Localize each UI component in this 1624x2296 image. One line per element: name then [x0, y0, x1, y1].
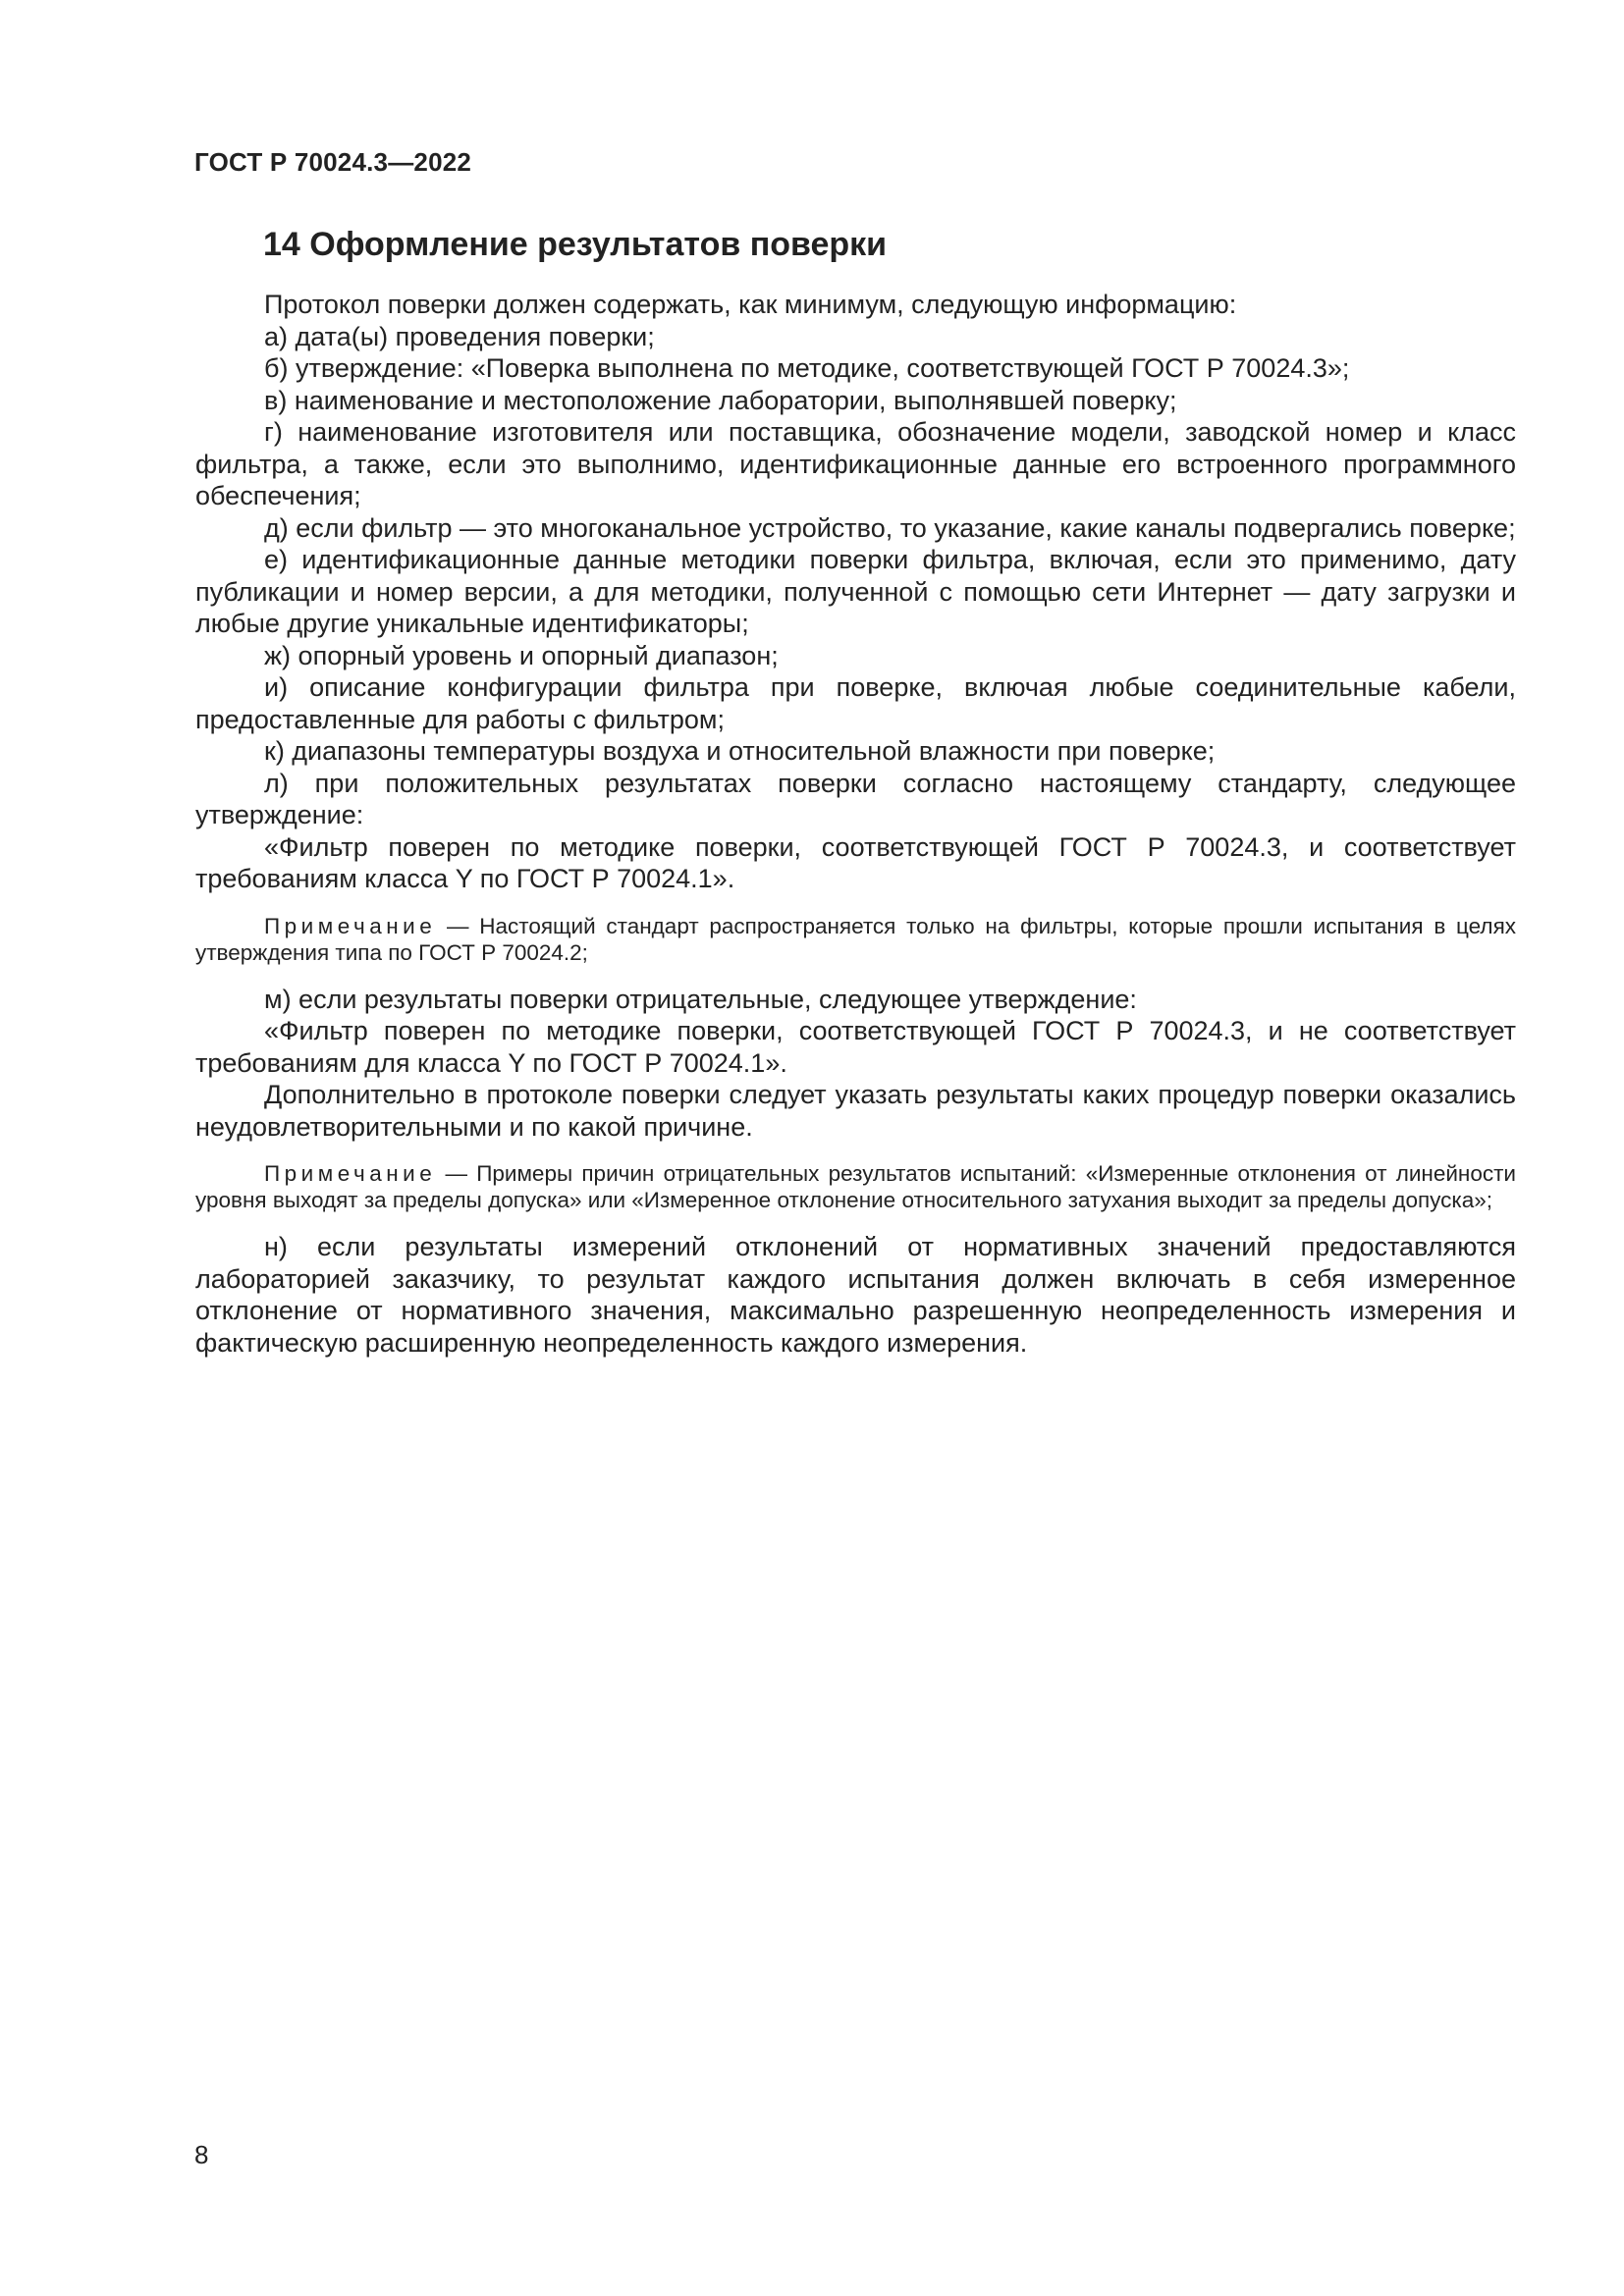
list-item-a: а) дата(ы) проведения поверки;	[264, 321, 655, 351]
negative-statement: «Фильтр поверен по методике поверки, соответствующей ГОСТ Р 70024.3, и не соответствует требованиям для класса Y по ГОСТ Р 70024.1».	[195, 1016, 1516, 1078]
list-item-m: м) если результаты поверки отрицательные, следующее утверждение:	[264, 984, 1137, 1014]
positive-statement: «Фильтр поверен по методике поверки, соответствующей ГОСТ Р 70024.3, и соответствует требованиям класса Y по ГОСТ Р 70024.1».	[195, 831, 1516, 893]
note-1-text: — Настоящий стандарт распространяется только на фильтры, которые прошли испытания в целях утверждения типа по ГОСТ Р 70024.2;	[195, 913, 1516, 965]
additional-paragraph: Дополнительно в протоколе поверки следует указать результаты каких процедур поверки оказались неудовлетворительными и по какой причине.	[195, 1080, 1516, 1142]
note-2	[195, 1160, 1516, 1213]
list-item-i: и) описание конфигурации фильтра при поверке, включая любые соединительные кабели, предоставленные для работы с фильтром;	[195, 672, 1516, 734]
list-item-e: е) идентификационные данные методики поверки фильтра, включая, если это применимо, дату публикации и номер версии, а для методики, полученной с помощью сети Интернет — дату загрузки и любые другие уникальные идентификаторы;	[195, 545, 1516, 638]
list-item-l: л) при положительных результатах поверки согласно настоящему стандарту, следующее утверждение:	[195, 768, 1516, 829]
page-number: 8	[194, 2140, 209, 2169]
document-header: ГОСТ Р 70024.3—2022	[194, 147, 472, 177]
list-item-b: б) утверждение: «Поверка выполнена по методике, соответствующей ГОСТ Р 70024.3»;	[264, 353, 1350, 383]
list-item-zh: ж) опорный уровень и опорный диапазон;	[264, 640, 779, 670]
note-1	[195, 913, 1516, 966]
list-item-d: д) если фильтр — это многоканальное устройство, то указание, какие каналы подвергались поверке;	[264, 512, 1516, 543]
section-title: 14 Оформление результатов поверки	[263, 226, 888, 263]
note-2-label: Примечание	[264, 1161, 437, 1186]
paragraph-intro: Протокол поверки должен содержать, как минимум, следующую информацию:	[264, 290, 1237, 319]
note-2-text: — Примеры причин отрицательных результатов испытаний: «Измеренные отклонения от линейности уровня выходят за пределы допуска» или «Измеренное отклонение относительного затухания выходит за пределы допуска»;	[195, 1161, 1516, 1212]
document-body	[195, 289, 1516, 1359]
list-item-g: г) наименование изготовителя или поставщика, обозначение модели, заводской номер и класс фильтра, а также, если это выполнимо, идентификационные данные его встроенного программного обеспечения;	[195, 417, 1516, 510]
list-item-v: в) наименование и местоположение лаборатории, выполнявшей поверку;	[264, 385, 1177, 415]
note-1-label: Примечание	[264, 913, 437, 938]
list-item-k: к) диапазоны температуры воздуха и относительной влажности при поверке;	[264, 736, 1216, 766]
list-item-n: н) если результаты измерений отклонений от нормативных значений предоставляются лабораторией заказчику, то результат каждого испытания должен включать в себя измеренное отклонение от нормативного значения, максимально разрешенную неопределенность измерения и фактическую расширенную неопределенность каждого измерения.	[195, 1232, 1516, 1358]
